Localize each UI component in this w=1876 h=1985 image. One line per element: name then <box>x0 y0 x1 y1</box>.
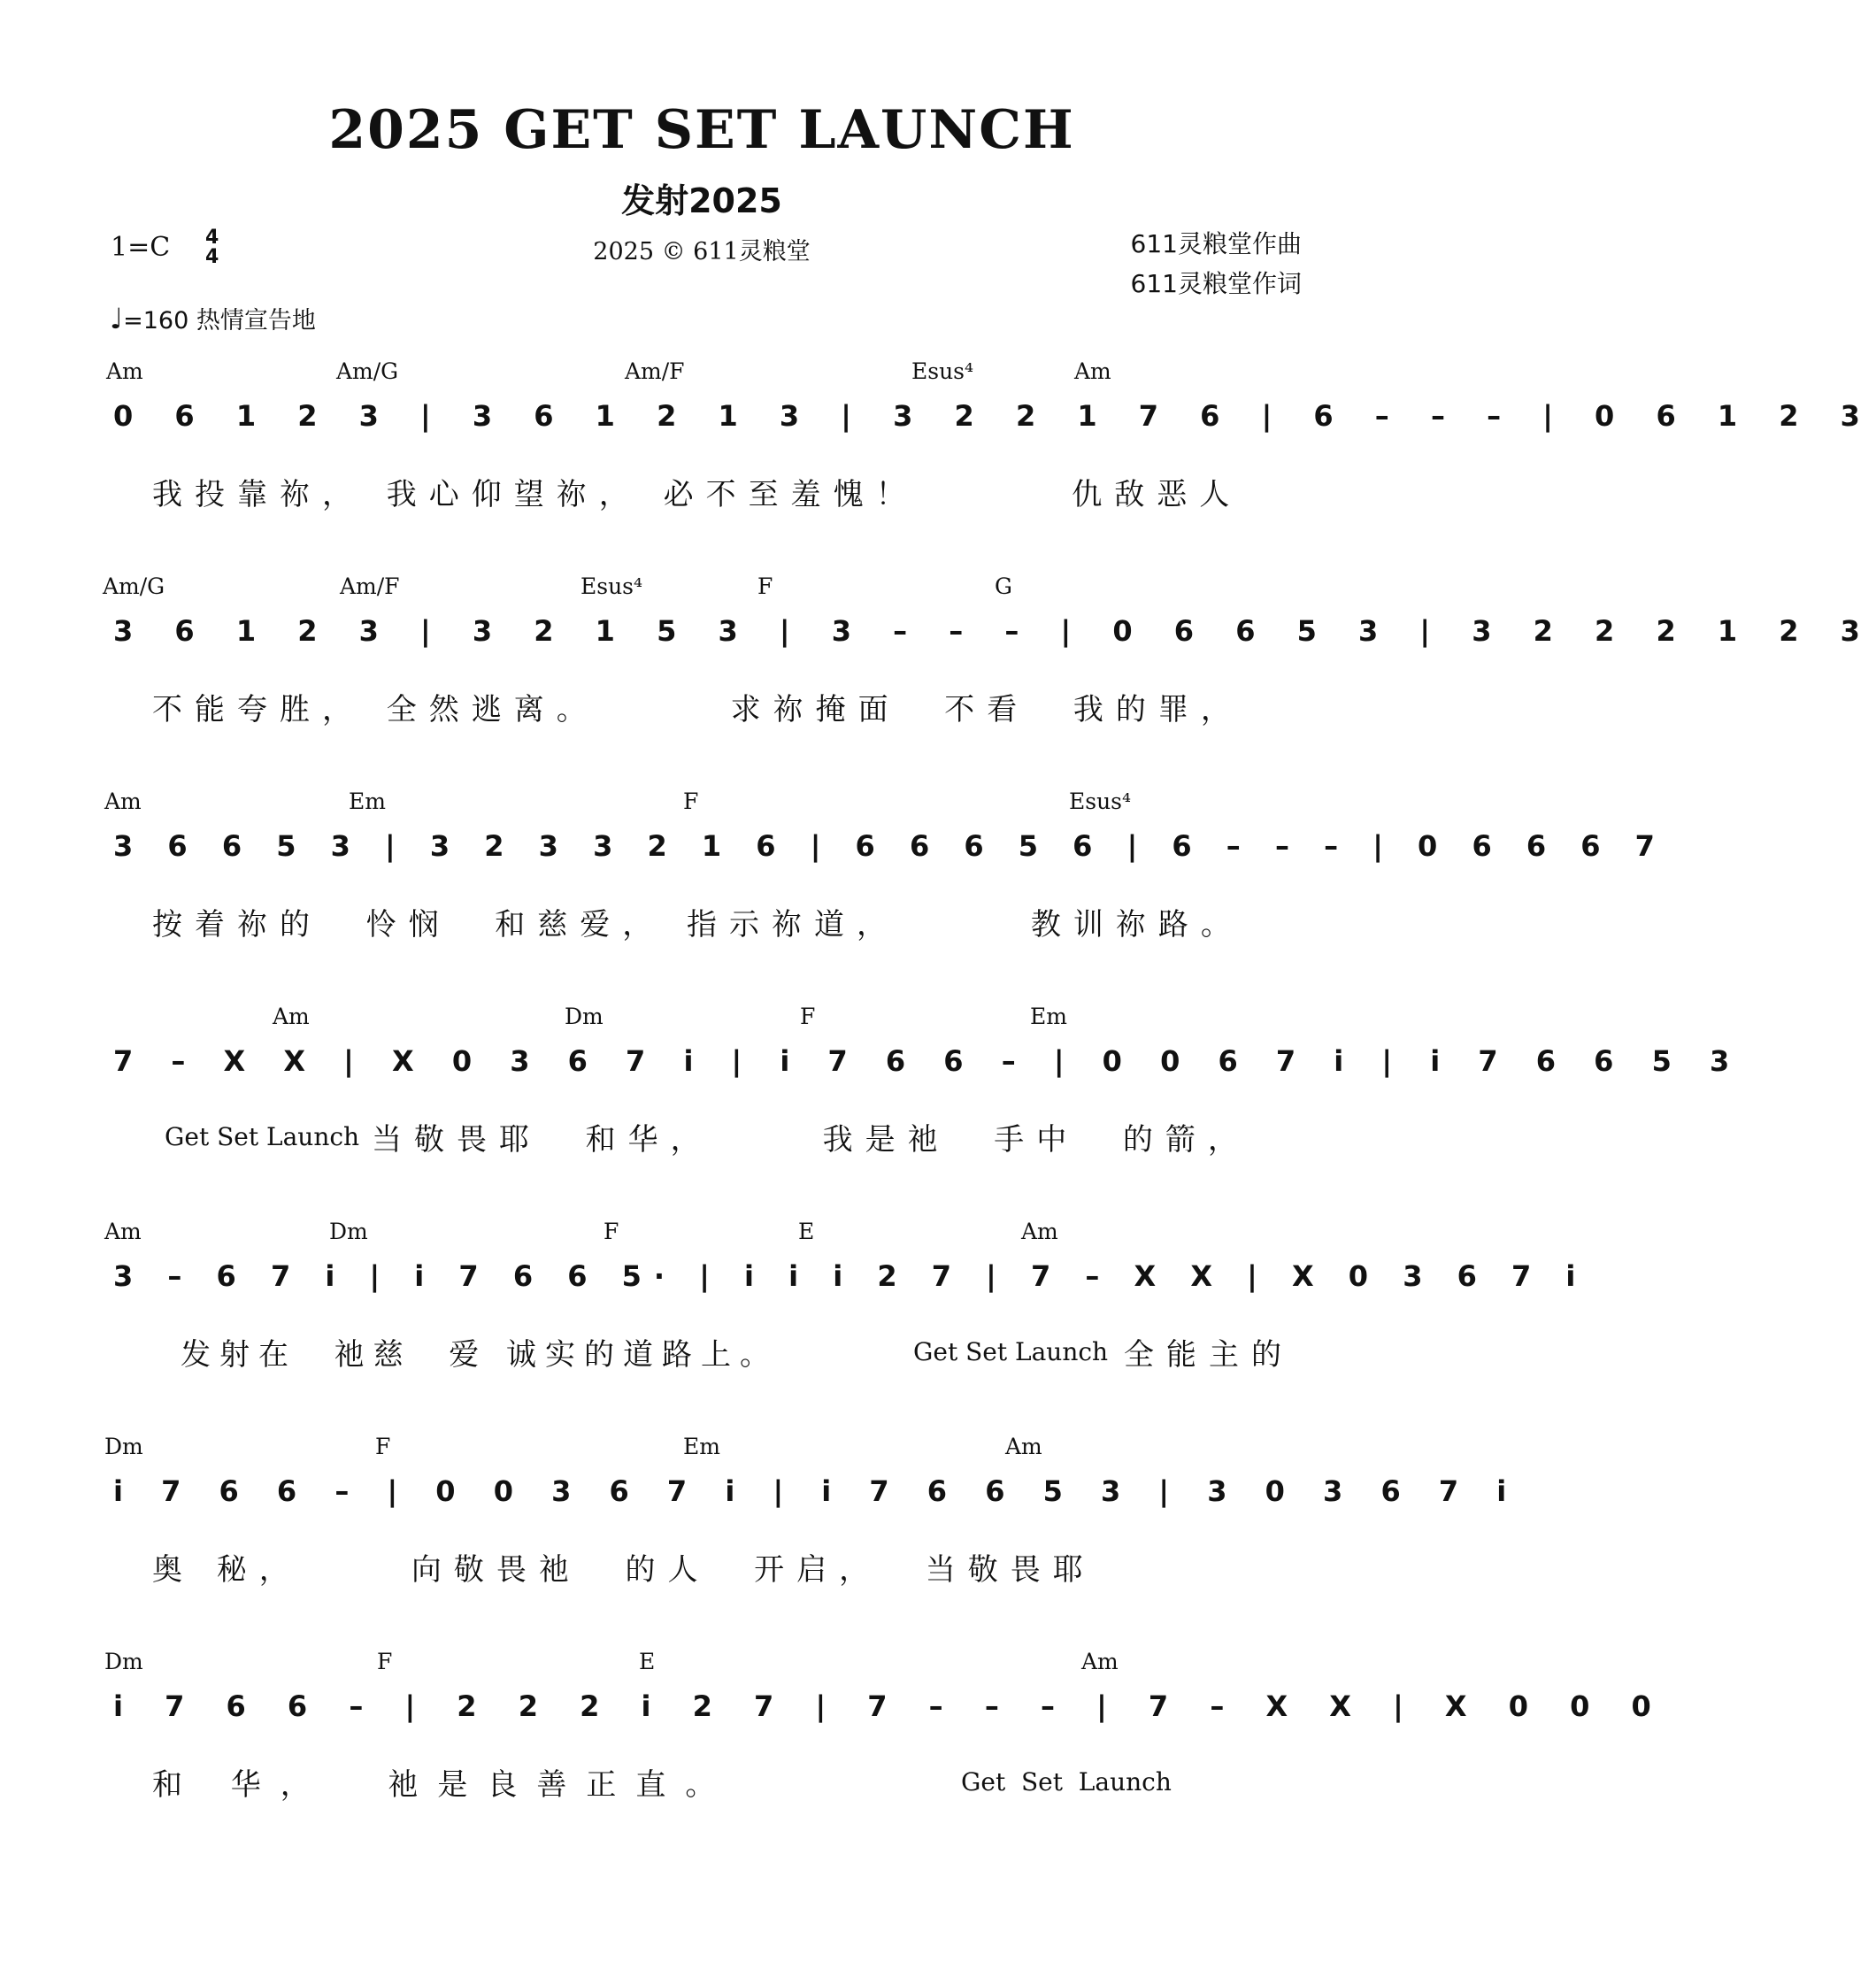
song-title: 2025 GET SET LAUNCH <box>328 99 1075 161</box>
chord: E <box>798 1219 815 1244</box>
chord: Em <box>349 789 386 814</box>
lyrics-line: 不能夸胜， 全然逃离。 求祢掩面 不看 我的罪， <box>152 692 1243 727</box>
notation-line: i 7 6 6 – | 2 2 2 i 2 7 | 7 – – – | 7 – X X | X 0 0 0 <box>113 1689 1667 1723</box>
time-signature-top: 4 <box>205 227 219 249</box>
lyrics-line: 当敬畏耶 和华， 我是祂 手中 的箭， <box>372 1122 1250 1158</box>
system-6 <box>0 1434 1521 1646</box>
tempo-marking <box>110 301 316 335</box>
chord: Esus⁴ <box>1069 789 1132 814</box>
system-3 <box>0 789 1667 1001</box>
chord: Am <box>1081 1649 1119 1674</box>
chord: G <box>995 573 1012 599</box>
system-7 <box>0 1649 1667 1861</box>
chord: Am <box>104 1219 142 1244</box>
chord: F <box>375 1434 391 1459</box>
chord: Em <box>683 1434 720 1459</box>
chord: F <box>683 789 699 814</box>
copyright: 2025 © 611灵粮堂 <box>593 238 811 265</box>
chord: Am/G <box>103 573 165 599</box>
chord: F <box>377 1649 393 1674</box>
lyrics-line: 奥 秘， 向敬畏祂 的人 开启， 当敬畏耶 <box>152 1552 1096 1588</box>
chord: Am <box>1005 1434 1042 1459</box>
lyrics-line: 和 华， 祂是良善正直。 <box>152 1767 735 1803</box>
lyrics-line: 发射在 祂慈 爱 诚实的道路上。 <box>181 1337 780 1373</box>
chord: Dm <box>565 1004 604 1029</box>
key-signature: 1=C <box>111 232 171 263</box>
system-2 <box>0 573 1876 786</box>
chord: Dm <box>104 1649 143 1674</box>
chord: Am <box>1074 358 1111 384</box>
lyrics-line: 我投靠祢， 我心仰望祢， 必不至羞愧！ 仇敌恶人 <box>152 477 1242 512</box>
chord: Dm <box>104 1434 143 1459</box>
composer-credit: 611灵粮堂作曲 <box>1130 229 1302 258</box>
tempo-text: =160 热情宣告地 <box>123 307 316 335</box>
chord: E <box>639 1649 656 1674</box>
chord: F <box>604 1219 619 1244</box>
get-set-launch-text: Get Set Launch <box>913 1337 1109 1366</box>
lyricist-credit: 611灵粮堂作词 <box>1130 269 1302 298</box>
chord: Am <box>104 789 142 814</box>
chord: Am/G <box>336 358 399 384</box>
lyrics-line: 按着祢的 怜悯 和慈爱， 指示祢道， 教训祢路。 <box>152 907 1243 942</box>
notation-line: 3 6 6 5 3 | 3 2 3 3 2 1 6 | 6 6 6 5 6 | 6 – – – | 0 6 6 6 7 <box>113 829 1667 863</box>
get-set-launch-text: Get Set Launch <box>165 1122 360 1151</box>
chord: Esus⁴ <box>911 358 974 384</box>
chord: F <box>757 573 773 599</box>
time-signature-bottom: 4 <box>205 246 219 268</box>
notation-line: i 7 6 6 – | 0 0 3 6 7 i | i 7 6 6 5 3 | 3 0 3 6 7 i <box>113 1474 1521 1508</box>
get-set-launch-text: Get Set Launch <box>961 1767 1172 1797</box>
chord: Am <box>273 1004 310 1029</box>
chord: Esus⁴ <box>580 573 643 599</box>
system-1 <box>0 358 1876 571</box>
notation-line: 0 6 1 2 3 | 3 6 1 2 1 3 | 3 2 2 1 7 6 | 6 – – – | 0 6 1 2 3 <box>113 399 1876 433</box>
chord: Am <box>106 358 143 384</box>
chord: Em <box>1030 1004 1067 1029</box>
notation-line: 3 6 1 2 3 | 3 2 1 5 3 | 3 – – – | 0 6 6 5 3 | 3 2 2 2 1 2 3 <box>113 614 1876 648</box>
chord: Am/F <box>625 358 685 384</box>
chord: Am <box>1021 1219 1058 1244</box>
system-4 <box>0 1004 1744 1216</box>
notation-line: 3 – 6 7 i | i 7 6 6 5· | i i i 2 7 | 7 – X X | X 0 3 6 7 i <box>113 1259 1588 1293</box>
quarter-note-icon: ♩ <box>110 302 124 335</box>
song-subtitle: 发射2025 <box>621 181 782 220</box>
chord: F <box>800 1004 816 1029</box>
system-5 <box>0 1219 1588 1431</box>
notation-line: 7 – X X | X 0 3 6 7 i | i 7 6 6 – | 0 0 6 7 i | i 7 6 6 5 3 <box>113 1044 1744 1078</box>
chord: Dm <box>329 1219 368 1244</box>
lyrics-tail: 全能主的 <box>1124 1337 1294 1373</box>
chord: Am/F <box>340 573 400 599</box>
